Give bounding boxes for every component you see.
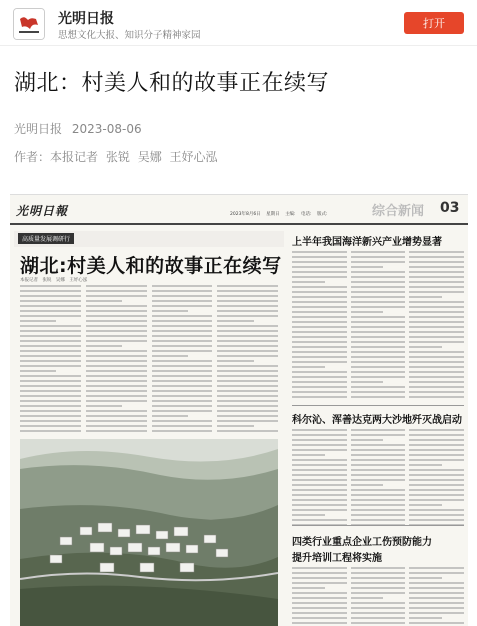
author-name: 吴娜 — [137, 150, 162, 164]
text-column — [217, 285, 278, 432]
newspaper-page-number: 03 — [440, 200, 460, 216]
issue-date: 2023年8月6日 — [230, 212, 261, 217]
issue-layout: 版式: — [317, 212, 328, 217]
article-source: 光明日报 — [14, 122, 63, 136]
article-title: 湖北：村美人和的故事正在续写 — [14, 71, 330, 96]
text-column — [152, 285, 213, 432]
byline-author: 王妤心泓 — [69, 278, 88, 283]
article-date: 2023-08-06 — [71, 122, 142, 136]
article-authors — [14, 148, 222, 165]
side-story-body — [292, 429, 464, 526]
story-divider — [292, 525, 464, 526]
column-tag: 高质量发展调研行 — [18, 233, 74, 244]
app-logo — [13, 8, 45, 40]
author-name: 王妤心泓 — [169, 150, 218, 164]
lead-byline — [20, 277, 90, 283]
byline-author: 张锐 — [42, 278, 52, 283]
authors-prefix: 作者：本报记者 — [14, 150, 99, 164]
app-banner — [0, 0, 477, 46]
side-headline: 提升培训工程将实施 — [292, 553, 382, 564]
open-app-button[interactable]: 打开 — [404, 12, 464, 34]
lead-story — [14, 231, 284, 626]
lead-story-body — [20, 285, 278, 432]
village-aerial-photo — [20, 439, 278, 626]
newspaper-header — [10, 195, 468, 225]
lead-headline: 湖北:村美人和的故事正在续写 — [20, 255, 282, 277]
newspaper-section-title: 综合新闻 — [372, 204, 425, 219]
app-slogan: 思想文化大报、知识分子精神家园 — [58, 30, 201, 41]
lead-story-band — [14, 231, 284, 247]
author-name: 张锐 — [105, 150, 130, 164]
app-name: 光明日报 — [58, 11, 114, 27]
newspaper-info — [230, 211, 332, 217]
side-headline: 上半年我国海洋新兴产业增势显著 — [292, 237, 442, 248]
byline-author: 吴娜 — [55, 278, 65, 283]
issue-weekday: 星期日 — [266, 212, 280, 217]
text-column — [20, 285, 81, 432]
story-divider — [292, 405, 464, 406]
text-column — [86, 285, 147, 432]
side-stories — [292, 231, 464, 626]
newspaper-masthead: 光明日報 — [16, 204, 69, 218]
newspaper-page-image[interactable] — [10, 194, 468, 626]
issue-phone: 电话: — [301, 212, 312, 217]
article-meta — [14, 120, 148, 137]
side-headline: 科尔沁、浑善达克两大沙地歼灭战启动 — [292, 415, 462, 426]
issue-editor: 主编: — [285, 212, 296, 217]
side-story-body — [292, 251, 464, 398]
byline-prefix: 本报记者 — [20, 278, 38, 283]
side-story-body — [292, 567, 464, 626]
side-headline: 四类行业重点企业工伤预防能力 — [292, 537, 432, 548]
